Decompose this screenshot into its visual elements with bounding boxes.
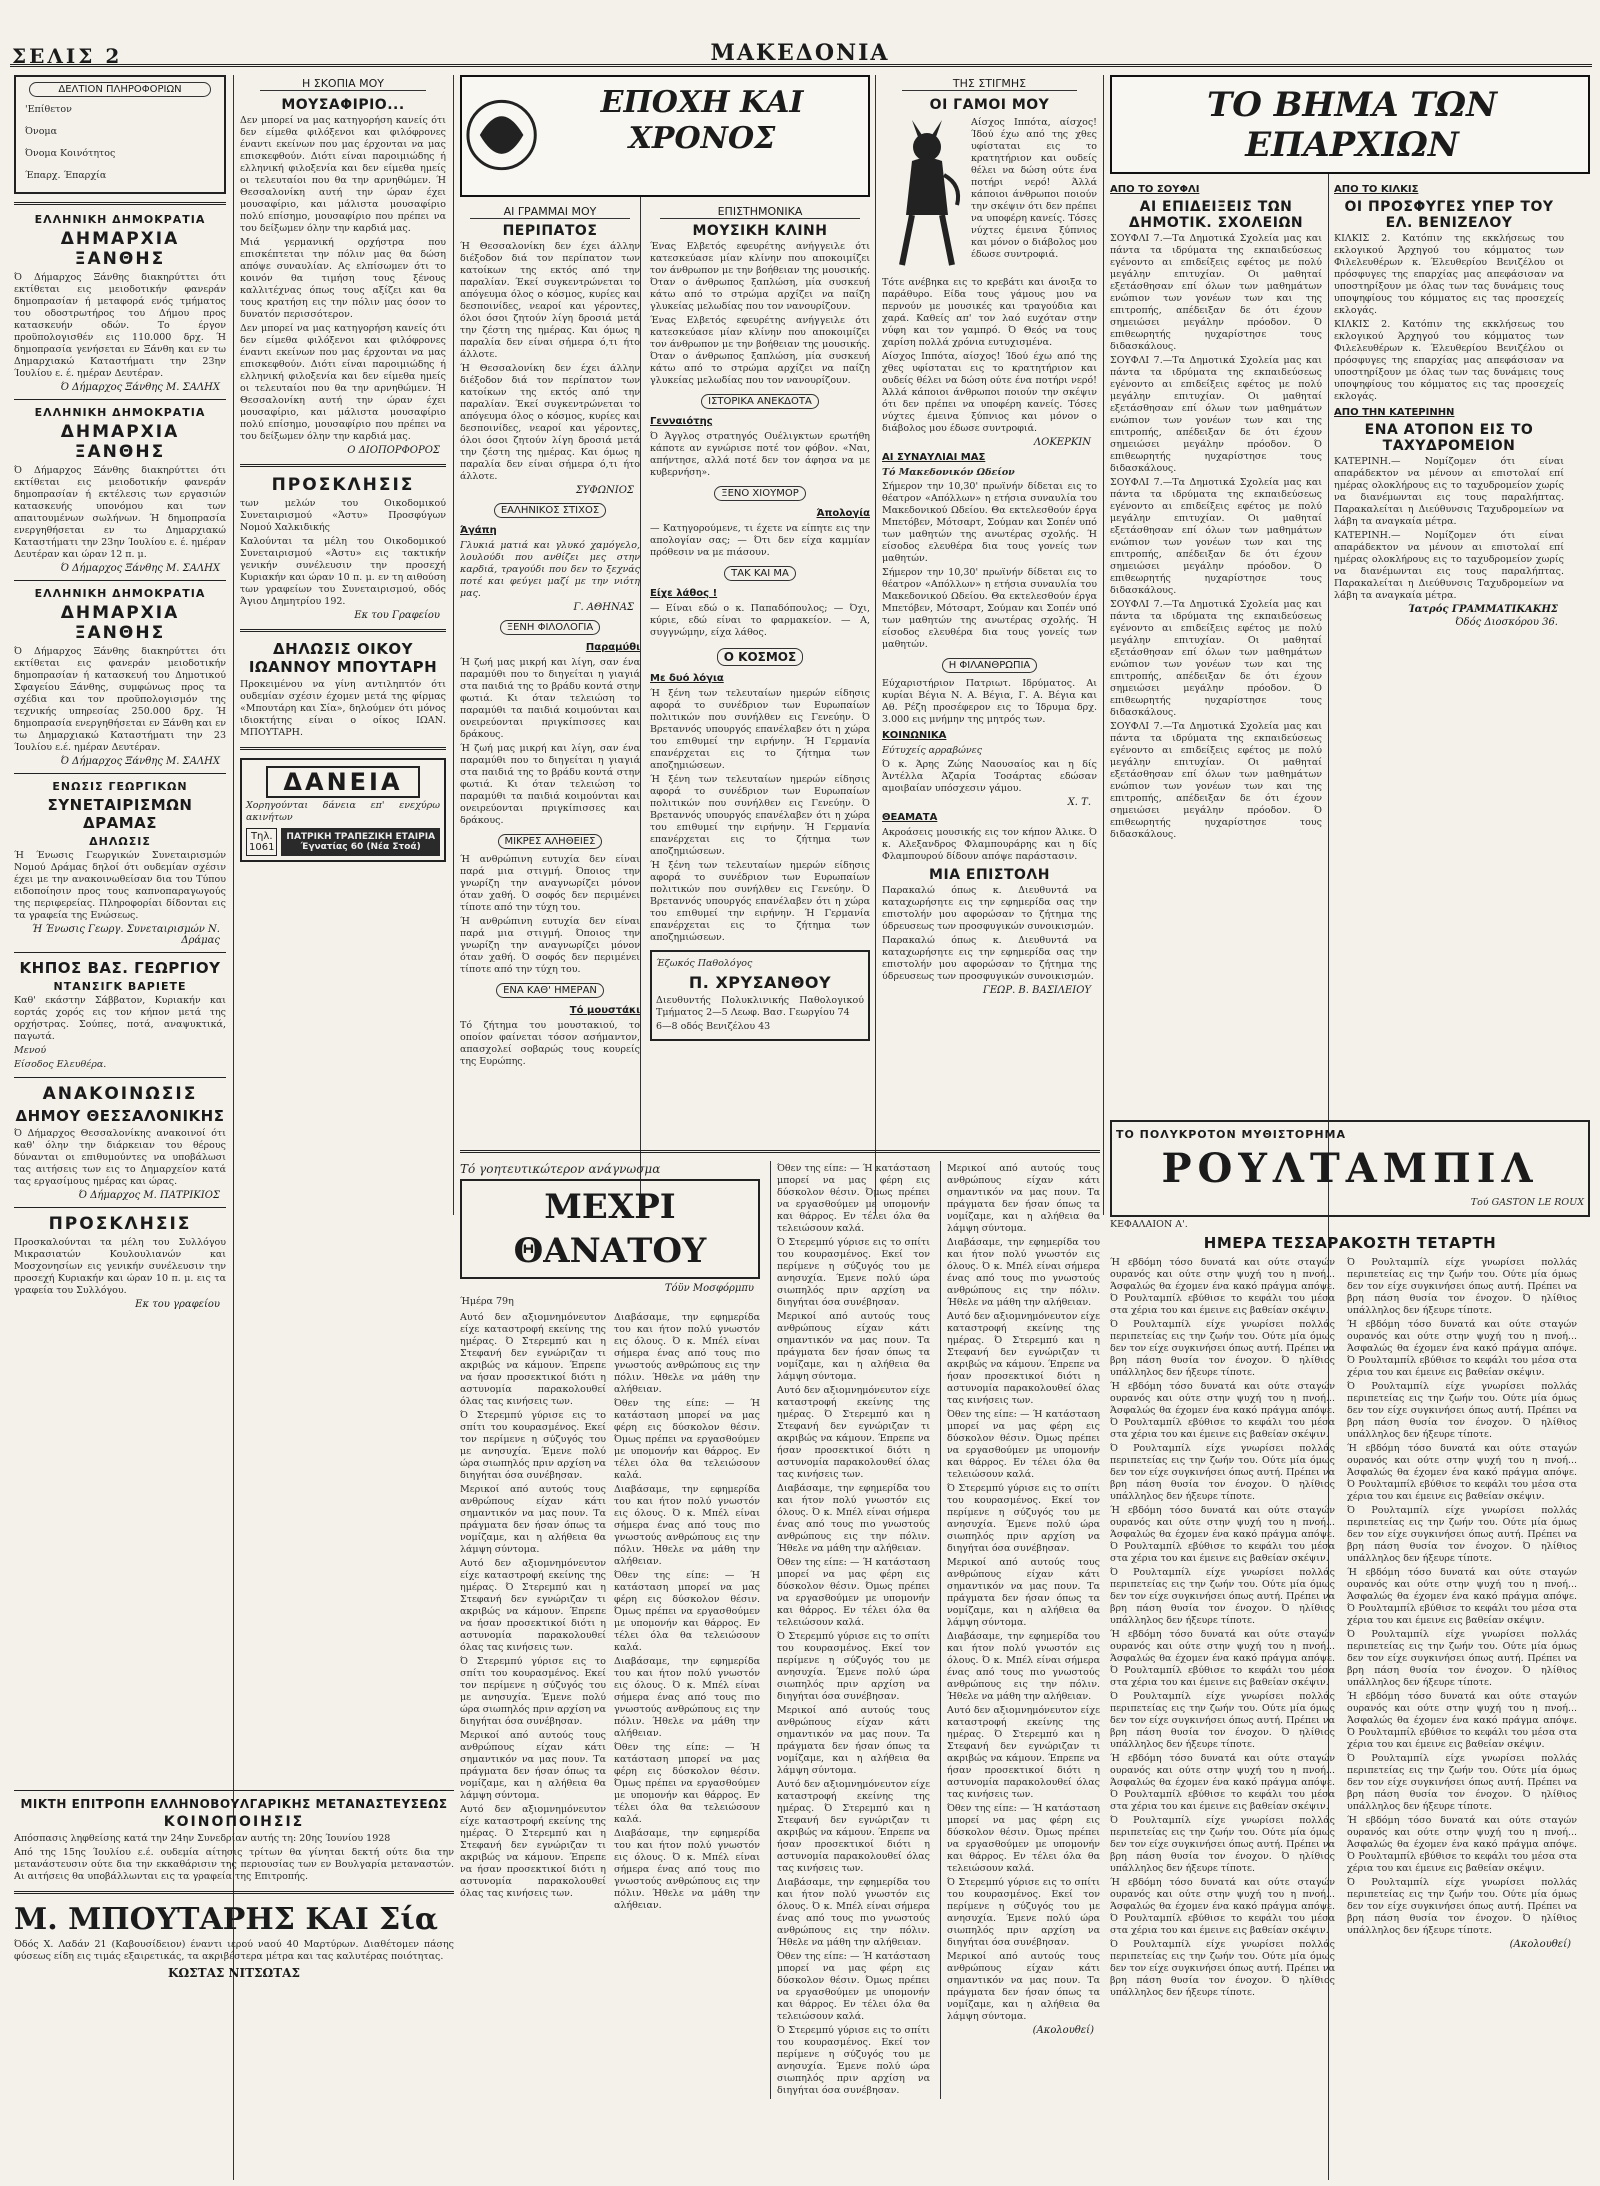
serial-body: Ό Ρουλταμπίλ είχε γνωρίσει πολλάς περιπετείας εις την ζωήν του. Ούτε μία όμως δεν τον είχε συγκινήσει όπως αυτή. Πρέπει να βρη πάση θυσία τον ένοχον. Ό ηλίθιος υπάλληλος δεν ήξευρε τίποτε. <box>1347 1877 1577 1936</box>
katerini-signature: Ίατρός ΓΡΑΜΜΑΤΙΚΑΚΗΣ <box>1408 604 1558 615</box>
column-rule <box>875 75 876 1215</box>
article-title: ΜΟΥΣΑΦΙΡΙΟ... <box>281 97 405 113</box>
masthead-rule <box>10 64 1592 67</box>
invite-body: Προσκαλούνται τα μέλη του Συλλόγου Μικρασιατών Κουλουλιανών και Μοσχονησίων εις γενικήν συνέλευσιν την προσεχή Κυριακήν και ώραν 10 π. μ. εις τα γραφεία του Συλλόγου. <box>14 1237 226 1296</box>
serial-body: Ό Ρουλταμπίλ είχε γνωρίσει πολλάς περιπετείας εις την ζωήν του. Ούτε μία όμως δεν τον είχε συγκινήσει όπως αυτή. Πρέπει να βρη πάση θυσία τον ένοχον. Ό ηλίθιος υπάλληλος δεν ήξευρε τίποτε. <box>1110 1691 1335 1750</box>
divider <box>240 747 446 750</box>
banner-title: ΤΟ ΒΗΜΑ ΤΩΝ ΕΠΑΡΧΙΩΝ <box>1206 85 1498 165</box>
katerini-body: ΚΑΤΕΡΙΝΗ.— Νομίζομεν ότι είναι απαράδεκτον να μένουν αι επιστολαί επί ημέρας ολοκλήρους εις το ταχυδρομείον χωρίς να διανέμωνται εις τους παραλήπτας. Παρακαλείται η Διεύθυνσις Ταχυδρομείων να λάβη τα αναγκαία μέτρα. <box>1334 530 1564 601</box>
serial-body: Ό Ρουλταμπίλ είχε γνωρίσει πολλάς περιπετείας εις την ζωήν του. Ούτε μία όμως δεν τον είχε συγκινήσει όπως αυτή. Πρέπει να βρη πάση θυσία τον ένοχον. Ό ηλίθιος υπάλληλος δεν ήξευρε τίποτε. <box>1110 1443 1335 1502</box>
concert-body: Σήμερον την 10,30' πρωϊνήν δίδεται εις το θέατρον «Απόλλων» η ετήσια συναυλία του Μακεδονικού Ωδείου. Θα εκτελεσθούν έργα Μπετόβεν, Μότσαρτ, Σούμαν και Σοπέν υπό των μαθητών της ανωτέρας σχολής. Ή είσοδος ελευθέρα δια τους γονείς των μαθητών. <box>882 567 1097 650</box>
serial-body: Ή εβδόμη τόσο δυνατά και ούτε σταγών ουρανός και ούτε στην ψυχή του η πνοή... Άσφαλώς θα έχομεν ένα κακό πράγμα απόψε. Ό Ρουλταμπίλ εβύθισε το κεφάλι του μέσα στα χέρια του και έμεινε εις βαθείαν σκέψιν. <box>1347 1815 1577 1874</box>
announce-body: Ό Δήμαρχος Θεσσαλονίκης ανακοινοί ότι καθ' όλην την διάρκειαν του θέρους δύνανται οι επιθυμούντες να υποβάλωσι τας αιτήσεις των εις το Δημαρχείον κατά τας εργασίμους ημέρας και ώρας. <box>14 1128 226 1187</box>
notice-title: ΔΗΜΑΡΧΙΑ ΞΑΝΘΗΣ <box>60 229 180 269</box>
serial-body: Ό Ρουλταμπίλ είχε γνωρίσει πολλάς περιπετείας εις την ζωήν του. Ούτε μία όμως δεν τον είχε συγκινήσει όπως αυτή. Πρέπει να βρη πάση θυσία τον ένοχον. Ό ηλίθιος υπάλληλος δεν ήξευρε τίποτε. <box>1347 1257 1577 1316</box>
serial-title: ΡΟΥΛΤΑΜΠΙΛ <box>1161 1145 1539 1192</box>
concert-body: Σήμερον την 10,30' πρωϊνήν δίδεται εις το θέατρον «Απόλλων» η ετήσια συναυλία του Μακεδονικού Ωδείου. Θα εκτελεσθούν έργα Μπετόβεν, Μότσαρτ, Σούμαν και Σοπέν υπό των μαθητών της ανωτέρας σχολής. Ή είσοδος ελευθέρα δια τους γονείς των μαθητών. <box>882 481 1097 564</box>
serial-kicker: Τό γοητευτικώτερον ανάγνωσμα <box>460 1162 661 1176</box>
invite-title: ΠΡΟΣΚΛΗΣΙΣ <box>271 475 415 495</box>
bank-name: ΠΑΤΡΙΚΗ ΤΡΑΠΕΖΙΚΗ ΕΤΑΙΡΙΑ <box>286 832 436 842</box>
serial-body: Διαβάσαμε, την εφημερίδα του και ήτον πολύ γνωστόν εις όλους. Ό κ. Μπέλ είναι σήμερα ένας από τους πιο γνωστούς ανθρώπους εις την πόλιν. Ήθελε να μάθη την αλήθειαν. <box>947 1631 1100 1702</box>
left-body: ΣΟΥΦΛΙ 7.—Τα Δημοτικά Σχολεία μας και πάντα τα ιδρύματα της εκπαιδεύσεως εγένοντο αι επιδείξεις εφέτος με πολύ μεγάλην επιτυχίαν. Οι μαθηταί εξετάσθησαν επί όλων των μαθημάτων ενώπιον των γονέων των και της επιτροπής, απέδειξαν δε ότι έχουν σημειώσει μεγάλην πρόοδον. Ό επιθεωρητής ηυχαρίστησε τους διδασκάλους. <box>1110 721 1322 840</box>
ticket-field: Όνομα Κοινότητος <box>25 148 116 159</box>
serial-body: Ό Ρουλταμπίλ είχε γνωρίσει πολλάς περιπετείας εις την ζωήν του. Ούτε μία όμως δεν τον είχε συγκινήσει όπως αυτή. Πρέπει να βρη πάση θυσία τον ένοχον. Ό ηλίθιος υπάλληλος δεν ήξευρε τίποτε. <box>1347 1753 1577 1812</box>
phil-header: Η ΦΙΛΑΝΘΡΩΠΙΑ <box>942 658 1038 673</box>
serial-body: Ό Ρουλταμπίλ είχε γνωρίσει πολλάς περιπετείας εις την ζωήν του. Ούτε μία όμως δεν τον είχε συγκινήσει όπως αυτή. Πρέπει να βρη πάση θυσία τον ένοχον. Ό ηλίθιος υπάλληλος δεν ήξευρε τίποτε. <box>1110 1815 1335 1874</box>
article-body: Δεν μπορεί να μας κατηγορήση κανείς ότι δεν είμεθα φιλόξενοι και φιλόφρονες έναντι εκείνων που μας έρχονται να μας επισκεφθούν. Διότι είναι παροιμιώδης ή ελληνική φιλοξενία και δεν είμεθα ημείς οι τελευταίοι που θα την αρνηθώμεν. Ή Θεσσαλονίκη αυτή την ώραν έχει μουσαφίριο, και μάλιστα μουσαφίριο πολύ επίσημο, μουσαφίριο που πρέπει να του δείξωμεν όλην την καρδιά μας. <box>240 323 446 442</box>
column-epohi <box>460 75 870 1195</box>
serial-body: Ή εβδόμη τόσο δυνατά και ούτε σταγών ουρανός και ούτε στην ψυχή του η πνοή... Άσφαλώς θα έχομεν ένα κακό πράγμα απόψε. Ό Ρουλταμπίλ εβύθισε το κεφάλι του μέσα στα χέρια του και έμεινε εις βαθείαν σκέψιν. <box>1110 1753 1335 1812</box>
serial-author: Τόϋν Μοσφόρμπυ <box>664 1283 754 1294</box>
serial-chapter: ΚΕΦΑΛΑΙΟΝ Α'. <box>1110 1219 1188 1230</box>
column-rule <box>453 75 454 1215</box>
world-body: Ή ξένη των τελευταίων ημερών είδησις αφορά το συνέδριον των Ευρωπαίων πολιτικών που συνήλθεν εις Γενεύην. Ό Βρεταννός υπουργός επανέλαβεν ότι η χώρα του επιθυμεί την ειρήνην. Ή Γερμανία επανέρχεται εις το ζήτημα των αποζημιώσεων. <box>650 860 870 943</box>
notice-xanthi-1 <box>14 213 226 393</box>
serial-body: Ή εβδόμη τόσο δυνατά και ούτε σταγών ουρανός και ούτε στην ψυχή του η πνοή... Άσφαλώς θα έχομεν ένα κακό πράγμα απόψε. Ό Ρουλταμπίλ εβύθισε το κεφάλι του μέσα στα χέρια του και έμεινε εις βαθείαν σκέψιν. <box>1347 1567 1577 1626</box>
world-title: Με δυό λόγια <box>650 673 724 684</box>
announce-sub: ΔΗΜΟΥ ΘΕΣΣΑΛΟΝΙΚΗΣ <box>15 1107 225 1125</box>
serial-body: Ή εβδόμη τόσο δυνατά και ούτε σταγών ουρανός και ούτε στην ψυχή του η πνοή... Άσφαλώς θα έχομεν ένα κακό πράγμα απόψε. Ό Ρουλταμπίλ εβύθισε το κεφάλι του μέσα στα χέρια του και έμεινε εις βαθείαν σκέψιν. <box>1110 1381 1335 1440</box>
serial-body: Μερικοί από αυτούς τους ανθρώπους είχαν κάτι σημαντικόν να μας πουν. Τα πράγματα δεν ήσαν όπως τα νομίζαμε, και η αλήθεια θα λάμψη σύντομα. <box>777 1705 930 1776</box>
divider <box>14 1207 226 1208</box>
serial-header: ΤΟ ΠΟΛΥΚΡΟΤΟΝ ΜΥΘΙΣΤΟΡΗΜΑ <box>1116 1128 1346 1141</box>
notice-title: ΔΗΜΑΡΧΙΑ ΞΑΝΘΗΣ <box>60 422 180 462</box>
serial-body: Ό Ρουλταμπίλ είχε γνωρίσει πολλάς περιπετείας εις την ζωήν του. Ούτε μία όμως δεν τον είχε συγκινήσει όπως αυτή. Πρέπει να βρη πάση θυσία τον ένοχον. Ό ηλίθιος υπάλληλος δεν ήξευρε τίποτε. <box>1347 1629 1577 1688</box>
katerini-body: ΚΑΤΕΡΙΝΗ.— Νομίζομεν ότι είναι απαράδεκτον να μένουν αι επιστολαί επί ημέρας ολοκλήρους εις το ταχυδρομείον χωρίς να διανέμωνται εις τους παραλήπτας. Παρακαλείται η Διεύθυνσις Ταχυδρομείων να λάβη τα αναγκαία μέτρα. <box>1334 456 1564 527</box>
poem-body: Γλυκιά ματιά και γλυκό χαμόγελο, λουλούδι που ανθίζει μες στην καρδιά, τραγούδι που δεν το ξεχνάς ποτέ και φεύγει μαζί με την νιότη μας. <box>460 540 640 599</box>
left-body: Ή Θεσσαλονίκη δεν έχει άλλην διέξοδον διά τον περίπατον των κατοίκων της εκτός από την παραλίαν. Έκεί συγκεντρώνεται το απόγευμα όλος ο κόσμος, κυρίες και δεσποινίδες, νεαροί και γέροντες, όλοι όσοι ζητούν λίγη δροσιά μετά την ζέστη της ημέρας. Και όμως η παραλία δεν είναι σήμερα ό,τι ήτο άλλοτε. <box>460 241 640 360</box>
error-body: — Είναι εδώ ο κ. Παπαδόπουλος; — Όχι, κύριε, εδώ είναι το φαρμακείον. — Α, συγγνώμην, είχα λάθος. <box>650 603 870 638</box>
serial-body: Όθεν της είπε: — Ή κατάσταση μπορεί να μας φέρη εις δύσκολον θέσιν. Όμως πρέπει να εργασθούμεν με υπομονήν και θάρρος. Εν τέλει όλα θα τελειώσουν καλά. <box>614 1742 760 1825</box>
serial-left <box>1110 1255 1335 2001</box>
merchant-sign: ΚΩΣΤΑΣ ΝΙΤΣΩΤΑΣ <box>168 1966 300 1980</box>
divider <box>14 773 226 774</box>
notice-title: ΔΗΜΑΡΧΙΑ ΞΑΝΘΗΣ <box>60 603 180 643</box>
serial-continued: (Ακολουθεί) <box>1032 2025 1094 2036</box>
divider <box>14 1077 226 1078</box>
phil-body: Ή ζωή μας μικρή και λίγη, σαν ένα παραμύθι που το διηγείται η γιαγιά στα παιδιά της το βράδυ κοντά στην φωτιά. Κι όταν τελειώση το παραμύθι τα παιδιά κοιμούνται και ονειρεύονται πριγκίπισσες και δράκους. <box>460 743 640 826</box>
notice-signature: Ό Δήμαρχος Ξάνθης Μ. ΣΑΛΗΧ <box>60 756 220 767</box>
day-title: Τό μουστάκι <box>569 1005 640 1016</box>
coop-notice <box>14 780 226 946</box>
serial-body: Μερικοί από αυτούς τους ανθρώπους είχαν κάτι σημαντικόν να μας πουν. Τα πράγματα δεν ήσαν όπως τα νομίζαμε, και η αλήθεια θα λάμψη σύντομα. <box>777 1311 930 1382</box>
serial-text-right <box>614 1310 760 1914</box>
serial-rouletabille <box>1110 1120 1590 2180</box>
epohi-right <box>650 203 870 1070</box>
phil-body: Ή ζωή μας μικρή και λίγη, σαν ένα παραμύθι που το διηγείται η γιαγιά στα παιδιά της το βράδυ κοντά στην φωτιά. Κι όταν τελειώση το παραμύθι τα παιδιά κοιμούνται και ονειρεύονται πριγκίπισσες και δράκους. <box>460 657 640 740</box>
newspaper-title: ΜΑΚΕΔΟΝΙΑ <box>710 40 890 66</box>
column-stigmis <box>882 75 1097 1195</box>
committee-title: ΜΙΚΤΗ ΕΠΙΤΡΟΠΗ ΕΛΛΗΝΟΒΟΥΛΓΑΡΙΚΗΣ ΜΕΤΑΝΑΣΤΕΥΣΕΩΣ <box>20 1797 448 1811</box>
serial-body: Μερικοί από αυτούς τους ανθρώπους είχαν κάτι σημαντικόν να μας πουν. Τα πράγματα δεν ήσαν όπως τα νομίζαμε, και η αλήθεια θα λάμψη σύντομα. <box>947 1557 1100 1628</box>
concert-title: Τό Μακεδονικόν Ωδείον <box>882 467 1015 478</box>
error-title: Είχε λάθος ! <box>650 588 718 599</box>
serial-body: Αυτό δεν αξιομνημόνευτον είχε καταστροφή εκείνης της ημέρας. Ό Στερεμπύ και η Στεφανή δεν εγνώριζαν τι ακριβώς να κάμουν. Έπρεπε να ήσαν προσεκτικοί διότι η αστυνομία παρακολουθεί όλας τας κινήσεις των. <box>777 1779 930 1874</box>
serial-until-death <box>460 1150 1100 2180</box>
committee-body: Από της 15ης Ίουλίου ε.έ. ουδεμία αίτησις τρίτων θα γίνηται δεκτή ούτε δια την μετανάστευσιν ούτε δια την εκκαθάρισιν της περιουσίας των εν Βουλγαρία μεταναστών. Αι αιτήσεις θα υποβάλλωνται εις τα γραφεία της Επιτροπής. <box>14 1847 454 1882</box>
social-body: Ό κ. Άρης Ζώης Ναουσαίος και η δίς Άντέλλα Άζαρία Τοσάρτας εδώσαν αμοιβαίαν υπόσχεσιν γάμου. <box>882 759 1097 794</box>
serial-body: Ή εβδόμη τόσο δυνατά και ούτε σταγών ουρανός και ούτε στην ψυχή του η πνοή... Άσφαλώς θα έχομεν ένα κακό πράγμα απόψε. Ό Ρουλταμπίλ εβύθισε το κεφάλι του μέσα στα χέρια του και έμεινε εις βαθείαν σκέψιν. <box>1110 1629 1335 1688</box>
serial-body: Αυτό δεν αξιομνημόνευτον είχε καταστροφή εκείνης της ημέρας. Ό Στερεμπύ και η Στεφανή δεν εγνώριζαν τι ακριβώς να κάμουν. Έπρεπε να ήσαν προσεκτικοί διότι η αστυνομία παρακολουθεί όλας τας κινήσεις των. <box>460 1312 606 1407</box>
notice-kicker: ΕΛΛΗΝΙΚΗ ΔΗΜΟΚΡΑΤΙΑ <box>34 587 206 600</box>
invite-signature: Εκ του γραφείου <box>135 1299 220 1310</box>
garden-ad <box>14 959 226 1071</box>
serial-body: Ό Στερεμπύ γύρισε εις το σπίτι του κουρασμένος. Εκεί τον περίμενε η σύζυγός του με ανησυχία. Έμενε πολύ ώρα σιωπηλός πριν αρχίση να διηγήται όσα συνέβησαν. <box>777 1237 930 1308</box>
garden-menu: Μενού <box>14 1045 47 1056</box>
left-header: ΑΙ ΓΡΑΜΜΑΙ ΜΟΥ <box>470 205 630 219</box>
serial-body: Ό Ρουλταμπίλ είχε γνωρίσει πολλάς περιπετείας εις την ζωήν του. Ούτε μία όμως δεν τον είχε συγκινήσει όπως αυτή. Πρέπει να βρη πάση θυσία τον ένοχον. Ό ηλίθιος υπάλληλος δεν ήξευρε τίποτε. <box>1347 1381 1577 1440</box>
serial-body: Ή εβδόμη τόσο δυνατά και ούτε σταγών ουρανός και ούτε στην ψυχή του η πνοή... Άσφαλώς θα έχομεν ένα κακό πράγμα απόψε. Ό Ρουλταμπίλ εβύθισε το κεφάλι του μέσα στα χέρια του και έμεινε εις βαθείαν σκέψιν. <box>1347 1443 1577 1502</box>
article-with-illustration <box>882 115 1097 275</box>
katerini-header: ΑΠΟ ΤΗΝ ΚΑΤΕΡΙΝΗΝ <box>1334 407 1455 418</box>
serial-body: Ό Στερεμπύ γύρισε εις το σπίτι του κουρασμένος. Εκεί τον περίμενε η σύζυγός του με ανησυχία. Έμενε πολύ ώρα σιωπηλός πριν αρχίση να διηγήται όσα συνέβησαν. <box>460 1656 606 1727</box>
left-body: Ή Θεσσαλονίκη δεν έχει άλλην διέξοδον διά τον περίπατον των κατοίκων της εκτός από την παραλίαν. Έκεί συγκεντρώνεται το απόγευμα όλος ο κόσμος, κυρίες και δεσποινίδες, νεαροί και γέροντες, όλοι όσοι ζητούν λίγη δροσιά μετά την ζέστη της ημέρας. Και όμως η παραλία δεν είναι σήμερα ό,τι ήτο άλλοτε. <box>460 363 640 482</box>
serial-col-4 <box>940 1161 1100 2099</box>
serial-body: Ή εβδόμη τόσο δυνατά και ούτε σταγών ουρανός και ούτε στην ψυχή του η πνοή... Άσφαλώς θα έχομεν ένα κακό πράγμα απόψε. Ό Ρουλταμπίλ εβύθισε το κεφάλι του μέσα στα χέρια του και έμεινε εις βαθείαν σκέψιν. <box>1110 1505 1335 1564</box>
article-body: Αίσχος Ιππότα, αίσχος! Ίδού έχω από της χθες υφίσταται εις το κρατητήριον και ουδείς θέλει να δώση ούτε ένα ποτήρι νερό! Άλλά κάποιοι άνθρωποι ποιούν την σκέψιν ότι δεν πρέπει να υποφέρη κανείς. Τόσες νύχτες έμεινα ξύπνιος και μόνον ο διάβολος μου έδωσε συντροφιά. <box>882 351 1097 434</box>
epohi-columns <box>460 203 870 1070</box>
serial-body: Ό Ρουλταμπίλ είχε γνωρίσει πολλάς περιπετείας εις την ζωήν του. Ούτε μία όμως δεν τον είχε συγκινήσει όπως αυτή. Πρέπει να βρη πάση θυσία τον ένοχον. Ό ηλίθιος υπάλληλος δεν ήξευρε τίποτε. <box>1110 1939 1335 1998</box>
day-header: ΕΝΑ ΚΑΘ' ΗΜΕΡΑΝ <box>496 983 604 998</box>
right-title: ΜΟΥΣΙΚΗ ΚΛΙΝΗ <box>692 223 828 239</box>
serial-body: Ό Ρουλταμπίλ είχε γνωρίσει πολλάς περιπετείας εις την ζωήν του. Ούτε μία όμως δεν τον είχε συγκινήσει όπως αυτή. Πρέπει να βρη πάση θυσία τον ένοχον. Ό ηλίθιος υπάλληλος δεν ήξευρε τίποτε. <box>1110 1319 1335 1378</box>
anecdote-title: Γενναιότης <box>650 416 713 427</box>
doctor-sub: Έζωκός Παθολόγος <box>656 958 753 969</box>
serial-body: Ό Ρουλταμπίλ είχε γνωρίσει πολλάς περιπετείας εις την ζωήν του. Ούτε μία όμως δεν τον είχε συγκινήσει όπως αυτή. Πρέπει να βρη πάση θυσία τον ένοχον. Ό ηλίθιος υπάλληλος δεν ήξευρε τίποτε. <box>1347 1505 1577 1564</box>
right-header: ΑΠΟ ΤΟ ΚΙΛΚΙΣ <box>1334 184 1419 195</box>
provinces-banner <box>1110 75 1590 174</box>
statement-title: ΔΗΛΩΣΙΣ ΟΙΚΟΥ ΙΩΑΝΝΟΥ ΜΠΟΥΤΑΡΗ <box>248 640 438 676</box>
serial-body: Αυτό δεν αξιομνημόνευτον είχε καταστροφή εκείνης της ημέρας. Ό Στερεμπύ και η Στεφανή δεν εγνώριζαν τι ακριβώς να κάμουν. Έπρεπε να ήσαν προσεκτικοί διότι η αστυνομία παρακολουθεί όλας τας κινήσεις των. <box>947 1705 1100 1800</box>
provinces-right <box>1334 180 1564 843</box>
serial-body: Ή εβδόμη τόσο δυνατά και ούτε σταγών ουρανός και ούτε στην ψυχή του η πνοή... Άσφαλώς θα έχομεν ένα κακό πράγμα απόψε. Ό Ρουλταμπίλ εβύθισε το κεφάλι του μέσα στα χέρια του και έμεινε εις βαθείαν σκέψιν. <box>1347 1319 1577 1378</box>
column-header: Η ΣΚΟΠΙΑ ΜΟΥ <box>260 77 426 91</box>
serial-text-left <box>460 1310 606 1914</box>
serial-body: Μερικοί από αυτούς τους ανθρώπους είχαν κάτι σημαντικόν να μας πουν. Τα πράγματα δεν ήσαν όπως τα νομίζαμε, και η αλήθεια θα λάμψη σύντομα. <box>947 1951 1100 2022</box>
notice-kicker: ΕΛΛΗΝΙΚΗ ΔΗΜΟΚΡΑΤΙΑ <box>34 213 206 226</box>
invite-signature: Εκ του Γραφείου <box>354 610 440 621</box>
letter-title: ΜΙΑ ΕΠΙΣΤΟΛΗ <box>929 867 1050 883</box>
serial-body: Μερικοί από αυτούς τους ανθρώπους είχαν κάτι σημαντικόν να μας πουν. Τα πράγματα δεν ήσαν όπως τα νομίζαμε, και η αλήθεια θα λάμψη σύντομα. <box>460 1484 606 1555</box>
right-body: ΚΙΛΚΙΣ 2. Κατόπιν της εκκλήσεως του εκλογικού Άρχηγού του κόμματος των Φιλελευθέρων κ. Έλευθερίου Βενιζέλου οι πρόσφυγες της επαρχίας μας απεφάσισαν να υποστηρίξουν με όλας των τας δυνάμεις τους υποψηφίους του κόμματος εις τας προσεχείς εκλογάς. <box>1334 319 1564 402</box>
serial-body: Αυτό δεν αξιομνημόνευτον είχε καταστροφή εκείνης της ημέρας. Ό Στερεμπύ και η Στεφανή δεν εγνώριζαν τι ακριβώς να κάμουν. Έπρεπε να ήσαν προσεκτικοί διότι η αστυνομία παρακολουθεί όλας τας κινήσεις των. <box>460 1558 606 1653</box>
notice-xanthi-2 <box>14 406 226 574</box>
serial-body: Μερικοί από αυτούς τους ανθρώπους είχαν κάτι σημαντικόν να μας πουν. Τα πράγματα δεν ήσαν όπως τα νομίζαμε, και η αλήθεια θα λάμψη σύντομα. <box>947 1163 1100 1234</box>
serial-body: Ό Στερεμπύ γύρισε εις το σπίτι του κουρασμένος. Εκεί τον περίμενε η σύζυγός του με ανησυχία. Έμενε πολύ ώρα σιωπηλός πριν αρχίση να διηγήται όσα συνέβησαν. <box>777 1631 930 1702</box>
serial-body: Διαβάσαμε, την εφημερίδα του και ήτον πολύ γνωστόν εις όλους. Ό κ. Μπέλ είναι σήμερα ένας από τους πιο γνωστούς ανθρώπους εις την πόλιν. Ήθελε να μάθη την αλήθειαν. <box>614 1484 760 1567</box>
coop-kicker: ΕΝΩΣΙΣ ΓΕΩΡΓΙΚΩΝ <box>52 780 188 793</box>
serial-right <box>1347 1255 1577 2001</box>
notice-signature: Ό Δήμαρχος Ξάνθης Μ. ΣΑΛΗΧ <box>60 563 220 574</box>
katerini-title: ΕΝΑ ΑΤΟΠΟΝ ΕΙΣ ΤΟ ΤΑΧΥΔΡΟΜΕΙΟΝ <box>1364 422 1534 454</box>
poem-signature: Γ. ΑΘΗΝΑΣ <box>573 602 634 613</box>
left-body: ΣΟΥΦΛΙ 7.—Τα Δημοτικά Σχολεία μας και πάντα τα ιδρύματα της εκπαιδεύσεως εγένοντο αι επιδείξεις εφέτος με πολύ μεγάλην επιτυχίαν. Οι μαθηταί εξετάσθησαν επί όλων των μαθημάτων ενώπιον των γονέων των και της επιτροπής, απέδειξαν δε ότι έχουν σημειώσει μεγάλην πρόοδον. Ό επιθεωρητής ηυχαρίστησε τους διδασκάλους. <box>1110 233 1322 352</box>
katerini-address: Όδός Διοσκόρου 36. <box>1455 617 1558 628</box>
world-body: Ή ξένη των τελευταίων ημερών είδησις αφορά το συνέδριον των Ευρωπαίων πολιτικών που συνήλθεν εις Γενεύην. Ό Βρεταννός υπουργός επανέλαβεν ότι η χώρα του επιθυμεί την ειρήνην. Ή Γερμανία επανέρχεται εις το ζήτημα των αποζημιώσεων. <box>650 688 870 771</box>
announce-title: ΑΝΑΚΟΙΝΩΣΙΣ <box>42 1084 198 1104</box>
coop-sub: ΔΗΛΩΣΙΣ <box>89 835 151 848</box>
invite-sub: των μελών του Οικοδομικού Συνεταιρισμού «Άστυ» Προσφύγων Νομού Χαλκιδικής <box>240 498 446 533</box>
serial-title: ΜΕΧΡΙ ΘΑΝΑΤΟΥ <box>513 1187 707 1271</box>
notice-kicker: ΕΛΛΗΝΙΚΗ ΔΗΜΟΚΡΑΤΙΑ <box>34 406 206 419</box>
social-header: ΚΟΙΝΩΝΙΚΑ <box>882 730 947 741</box>
ticket-field: Όνομα <box>25 126 58 137</box>
loans-tel <box>246 828 277 856</box>
merchant-title: Μ. ΜΠΟΥΤΑΡΗΣ ΚΑΙ Σία <box>14 1902 438 1937</box>
invite-title: ΠΡΟΣΚΛΗΣΙΣ <box>48 1214 192 1234</box>
serial-body: Ή εβδόμη τόσο δυνατά και ούτε σταγών ουρανός και ούτε στην ψυχή του η πνοή... Άσφαλώς θα έχομεν ένα κακό πράγμα απόψε. Ό Ρουλταμπίλ εβύθισε το κεφάλι του μέσα στα χέρια του και έμεινε εις βαθείαν σκέψιν. <box>1347 1691 1577 1750</box>
serial-body: Ό Στερεμπύ γύρισε εις το σπίτι του κουρασμένος. Εκεί τον περίμενε η σύζυγός του με ανησυχία. Έμενε πολύ ώρα σιωπηλός πριν αρχίση να διηγήται όσα συνέβησαν. <box>460 1410 606 1481</box>
serial-body: Αυτό δεν αξιομνημόνευτον είχε καταστροφή εκείνης της ημέρας. Ό Στερεμπύ και η Στεφανή δεν εγνώριζαν τι ακριβώς να κάμουν. Έπρεπε να ήσαν προσεκτικοί διότι η αστυνομία παρακολουθεί όλας τας κινήσεις των. <box>777 1385 930 1480</box>
garden-footer: Είσοδος Ελευθέρα. <box>14 1059 107 1070</box>
article-body: Τότε ανέβηκα εις το κρεβάτι και άνοιξα το παράθυρο. Είδα τους γάμους μου να περνούν με μουσικές και τραγούδια και χαρά. Καθείς απ' τον λαό ευχόταν στην νύφη και τον γαμπρό. Ό Θεός να τους χαρίση πολλά χρόνια ευτυχισμένα. <box>882 277 1097 348</box>
right-body: Ένας Ελβετός εφευρέτης ανήγγειλε ότι κατεσκεύασε μίαν κλίνην που αποκοιμίζει τον άνθρωπον με την βοήθειαν της μουσικής. Όταν ο άνθρωπος ξαπλώση, μία συσκευή κάτω από το στρώμα αρχίζει να παίζη γλυκείας μελωδίας που τον νανουρίζουν. <box>650 315 870 386</box>
devil-illustration-icon <box>882 115 967 275</box>
loans-bank <box>281 828 440 856</box>
left-body: ΣΟΥΦΛΙ 7.—Τα Δημοτικά Σχολεία μας και πάντα τα ιδρύματα της εκπαιδεύσεως εγένοντο αι επιδείξεις εφέτος με πολύ μεγάλην επιτυχίαν. Οι μαθηταί εξετάσθησαν επί όλων των μαθημάτων ενώπιον των γονέων των και της επιτροπής, απέδειξαν δε ότι έχουν σημειώσει μεγάλην πρόοδον. Ό επιθεωρητής ηυχαρίστησε τους διδασκάλους. <box>1110 599 1322 718</box>
shows-header: ΘΕΑΜΑΤΑ <box>882 812 938 823</box>
committee-line: Απόσπασις ληφθείσης κατά την 24ην Συνεδρίαν αυτής τη: 20ης Ίουνίου 1928 <box>14 1833 391 1844</box>
column-provinces <box>1110 75 1590 1195</box>
notice-body: Ό Δήμαρχος Ξάνθης διακηρύττει ότι εκτίθεται εις φανεράν μειοδοτικήν δημοπρασίαν ή κατασκευή του Δημοτικού Σφαγείου Ξάνθης, συμφώνως προς τα σχέδια και τον προϋπολογισμόν της τεχνικής υπηρεσίας 250.000 δρχ. Ή δημοπρασία ενεργηθήσεται εν Ξάνθη και εν τω Δημαρχιακώ Καταστήματι την 23 Ίουλίου ε.έ. ημέραν Δευτέραν. <box>14 646 226 753</box>
info-ticket <box>14 75 226 194</box>
page-number: ΣΕΛΙΣ 2 <box>12 44 123 68</box>
divider <box>14 1790 454 1791</box>
banner-title: ΕΠΟΧΗ ΚΑΙ ΧΡΟΝΟΣ <box>600 85 804 156</box>
serial-col-3 <box>770 1161 930 2099</box>
serial-columns <box>1110 1255 1590 2001</box>
serial-body: Μερικοί από αυτούς τους ανθρώπους είχαν κάτι σημαντικόν να μας πουν. Τα πράγματα δεν ήσαν όπως τα νομίζαμε, και η αλήθεια θα λάμψη σύντομα. <box>460 1730 606 1801</box>
invitation-notice <box>14 1214 226 1310</box>
right-body: ΚΙΛΚΙΣ 2. Κατόπιν της εκκλήσεως του εκλογικού Άρχηγού του κόμματος των Φιλελευθέρων κ. Έλευθερίου Βενιζέλου οι πρόσφυγες της επαρχίας μας απεφάσισαν να υποστηρίξουν με όλας των τας δυνάμεις τους υποψηφίους του κόμματος εις τας προσεχείς εκλογάς. <box>1334 233 1564 316</box>
municipal-announcement <box>14 1084 226 1201</box>
left-title: ΠΕΡΙΠΑΤΟΣ <box>502 223 598 239</box>
poem-header: ΕΑΛΗΝΙΚΟΣ ΣΤΙΧΟΣ <box>494 503 606 518</box>
coop-signature: Ή Ένωσις Γεωργ. Συνεταιρισμών Ν. Δράμας <box>31 924 220 946</box>
article-signature: Ο ΔΙΟΠΟΡΦΟΡΟΣ <box>347 445 440 456</box>
truths-header: ΜΙΚΡΕΣ ΑΛΗΘΕΙΕΣ <box>498 834 603 849</box>
epohi-left <box>460 203 640 1070</box>
serial-body: Ό Στερεμπύ γύρισε εις το σπίτι του κουρασμένος. Εκεί τον περίμενε η σύζυγός του με ανησυχία. Έμενε πολύ ώρα σιωπηλός πριν αρχίση να διηγήται όσα συνέβησαν. <box>777 2025 930 2096</box>
serial-body: Όθεν της είπε: — Ή κατάσταση μπορεί να μας φέρη εις δύσκολον θέσιν. Όμως πρέπει να εργασθούμεν με υπομονήν και θάρρος. Εν τέλει όλα θα τελειώσουν καλά. <box>614 1398 760 1481</box>
serial-body: Όθεν της είπε: — Ή κατάσταση μπορεί να μας φέρη εις δύσκολον θέσιν. Όμως πρέπει να εργασθούμεν με υπομονήν και θάρρος. Εν τέλει όλα θα τελειώσουν καλά. <box>614 1570 760 1653</box>
serial-body: Όθεν της είπε: — Ή κατάσταση μπορεί να μας φέρη εις δύσκολον θέσιν. Όμως πρέπει να εργασθούμεν με υπομονήν και θάρρος. Εν τέλει όλα θα τελειώσουν καλά. <box>947 1803 1100 1874</box>
notice-body: Ό Δήμαρχος Ξάνθης διακηρύττει ότι εκτίθεται εις μειοδοτικήν φανεράν δημοπρασίαν ή εκτέλεσις των εργασιών κατασκευής υπονόμου και των απαιτουμένων σωλήνων. Ή δημοπρασία ενεργηθήσεται εν τω Δημαρχιακώ Καταστήματι την 23ην Ίουλίου ε. έ. ημέραν Δευτέραν και ώραν 12 π. μ. <box>14 465 226 560</box>
serial-body: Διαβάσαμε, την εφημερίδα του και ήτον πολύ γνωστόν εις όλους. Ό κ. Μπέλ είναι σήμερα ένας από τους πιο γνωστούς ανθρώπους εις την πόλιν. Ήθελε να μάθη την αλήθειαν. <box>614 1828 760 1911</box>
divider <box>14 952 226 953</box>
left-body: ΣΟΥΦΛΙ 7.—Τα Δημοτικά Σχολεία μας και πάντα τα ιδρύματα της εκπαιδεύσεως εγένοντο αι επιδείξεις εφέτος με πολύ μεγάλην επιτυχίαν. Οι μαθηταί εξετάσθησαν επί όλων των μαθημάτων ενώπιον των γονέων των και της επιτροπής, απέδειξαν δε ότι έχουν σημειώσει μεγάλην πρόοδον. Ό επιθεωρητής ηυχαρίστησε τους διδασκάλους. <box>1110 355 1322 474</box>
anecdote-header: ΙΣΤΟΡΙΚΑ ΑΝΕΚΔΟΤΑ <box>701 394 819 409</box>
garden-body: Καθ' εκάστην Σάββατον, Κυριακήν και εορτάς χορός εις τον κήπον μετά της ορχήστρας. Σούπες, ποτά, αναψυκτικά, παγωτά. <box>14 995 226 1042</box>
coop-title: ΣΥΝΕΤΑΙΡΙΣΜΩΝ ΔΡΑΜΑΣ <box>47 796 193 832</box>
loans-body: Χορηγούνται δάνεια επ' ενεχύρω ακινήτων <box>246 800 440 823</box>
serial-body: Διαβάσαμε, την εφημερίδα του και ήτον πολύ γνωστόν εις όλους. Ό κ. Μπέλ είναι σήμερα ένας από τους πιο γνωστούς ανθρώπους εις την πόλιν. Ήθελε να μάθη την αλήθειαν. <box>614 1312 760 1395</box>
serial-body: Αυτό δεν αξιομνημόνευτον είχε καταστροφή εκείνης της ημέρας. Ό Στερεμπύ και η Στεφανή δεν εγνώριζαν τι ακριβώς να κάμουν. Έπρεπε να ήσαν προσεκτικοί διότι η αστυνομία παρακολουθεί όλας τας κινήσεις των. <box>947 1311 1100 1406</box>
ticket-field: Έπαρχ. Έπαρχία <box>25 170 107 181</box>
serial-body: Διαβάσαμε, την εφημερίδα του και ήτον πολύ γνωστόν εις όλους. Ό κ. Μπέλ είναι σήμερα ένας από τους πιο γνωστούς ανθρώπους εις την πόλιν. Ήθελε να μάθη την αλήθειαν. <box>614 1656 760 1739</box>
left-title: ΑΙ ΕΠΙΔΕΙΞΕΙΣ ΤΩΝ ΔΗΜΟΤΙΚ. ΣΧΟΛΕΙΩΝ <box>1128 199 1304 231</box>
phil-title: Παραμύθι <box>585 642 640 653</box>
committee-sub: ΚΟΙΝΟΠΟΙΗΣΙΣ <box>163 1814 305 1830</box>
humor-title: Άπολογία <box>816 508 870 519</box>
shows-body: Ακροάσεις μουσικής εις τον κήπον Άλικε. Ό κ. Αλεξανδρος Φλαμπουράρης και η δίς Φλαμπουρού δίδουν απόψε παράστασιν. <box>882 827 1097 862</box>
column-skopia <box>240 75 446 1195</box>
provinces-left <box>1110 180 1322 843</box>
bank-address: Έγνατίας 60 (Νέα Στοά) <box>300 842 421 852</box>
serial-body: Όθεν της είπε: — Ή κατάσταση μπορεί να μας φέρη εις δύσκολον θέσιν. Όμως πρέπει να εργασθούμεν με υπομονήν και θάρρος. Εν τέλει όλα θα τελειώσουν καλά. <box>947 1409 1100 1480</box>
divider <box>14 399 226 400</box>
right-header: ΕΠΙΣΤΗΜΟΝΙΚΑ <box>660 205 860 219</box>
left-signature: ΣΥΦΩΝΙΟΣ <box>575 485 634 496</box>
merchant-body: Όδός Χ. Λαδάν 21 (Καβουσίδειον) έναντι ιερού ναού 40 Μαρτύρων. Διαθέτομεν πάσης φύσεως είδη εις τιμάς εξαιρετικάς, τα ακριβέστερα μέτρα και τας καλυτέρας ποιότητας. <box>14 1939 454 1962</box>
article-body: Μιά γερμανική ορχήστρα που επισκέπτεται την πόλιν μας θα δώση απόψε συναυλίαν. Ας ελπίσωμεν ότι το κοινόν θα τιμήση τους ξένους καλλιτέχνας όπως τους αξίζει και θα τους κρατήση εις την πόλιν μας όσον το δυνατόν περισσότερον. <box>240 237 446 320</box>
phil-body: Εύχαριστήριον Πατριωτ. Ιδρύματος. Αι κυρίαι Βέγια Ν. Α. Βέγια, Γ. Α. Βέγια και Αθ. Ρέζη προσέφερον εις το Ίδρυμα δρχ. 3.000 εις μνήμην της μητρός των. <box>882 678 1097 725</box>
doctor-hours: 6—8 οδός Βενιζέλου 43 <box>656 1021 771 1032</box>
social-signature: Χ. Τ. <box>1067 797 1091 808</box>
divider <box>14 580 226 581</box>
letter-body: Παρακαλώ όπως κ. Διευθυντά να καταχωρήσητε εις την εφημερίδα σας την επιστολήν μου αφορώσαν το ζήτημα της ύδρευσεως των προσφυγικών συνοικισμών. <box>882 885 1097 932</box>
left-body: ΣΟΥΦΛΙ 7.—Τα Δημοτικά Σχολεία μας και πάντα τα ιδρύματα της εκπαιδεύσεως εγένοντο αι επιδείξεις εφέτος με πολύ μεγάλην επιτυχίαν. Οι μαθηταί εξετάσθησαν επί όλων των μαθημάτων ενώπιον των γονέων των και της επιτροπής, απέδειξαν δε ότι έχουν σημειώσει μεγάλην πρόοδον. Ό επιθεωρητής ηυχαρίστησε τους διδασκάλους. <box>1110 477 1322 596</box>
doctor-addr: Διευθυντής Πολυκλινικής Παθολογικού Τμήματος 2—5 Λεωφ. Βασ. Γεωργίου 74 <box>656 995 864 1018</box>
tel-number: 1061 <box>249 842 275 853</box>
world-body: Ή ξένη των τελευταίων ημερών είδησις αφορά το συνέδριον των Ευρωπαίων πολιτικών που συνήλθεν εις Γενεύην. Ό Βρεταννός υπουργός επανέλαβεν ότι η χώρα του επιθυμεί την ειρήνην. Ή Γερμανία επανέρχεται εις το ζήτημα των αποζημιώσεων. <box>650 774 870 857</box>
notice-xanthi-3 <box>14 587 226 767</box>
serial-body: Διαβάσαμε, την εφημερίδα του και ήτον πολύ γνωστόν εις όλους. Ό κ. Μπέλ είναι σήμερα ένας από τους πιο γνωστούς ανθρώπους εις την πόλιν. Ήθελε να μάθη την αλήθειαν. <box>947 1237 1100 1308</box>
humor-body: — Κατηγορούμενε, τι έχετε να είπητε εις την απολογίαν σας; — Ότι δεν είχα καμμίαν πρόθεσιν να με πιάσουν. <box>650 523 870 558</box>
loans-title: ΔΑΝΕΙΑ <box>266 766 420 798</box>
letter-body: Παρακαλώ όπως κ. Διευθυντά να καταχωρήσητε εις την εφημερίδα σας την επιστολήν μου αφορώσαν το ζήτημα της ύδρευσεως των προσφυγικών συνοικισμών. <box>882 935 1097 982</box>
poem-title: Άγάπη <box>460 525 497 536</box>
garden-title: ΚΗΠΟΣ ΒΑΣ. ΓΕΩΡΓΙΟΥ <box>19 959 221 977</box>
serial-body: Αυτό δεν αξιομνημόνευτον είχε καταστροφή εκείνης της ημέρας. Ό Στερεμπύ και η Στεφανή δεν εγνώριζαν τι ακριβώς να κάμουν. Έπρεπε να ήσαν προσεκτικοί διότι η αστυνομία παρακολουθεί όλας τας κινήσεις των. <box>460 1804 606 1899</box>
serial-body: Όθεν της είπε: — Ή κατάσταση μπορεί να μας φέρη εις δύσκολον θέσιν. Όμως πρέπει να εργασθούμεν με υπομονήν και θάρρος. Εν τέλει όλα θα τελειώσουν καλά. <box>777 1163 930 1234</box>
column-rule <box>1103 75 1104 1215</box>
serial-body: Διαβάσαμε, την εφημερίδα του και ήτον πολύ γνωστόν εις όλους. Ό κ. Μπέλ είναι σήμερα ένας από τους πιο γνωστούς ανθρώπους εις την πόλιν. Ήθελε να μάθη την αλήθειαν. <box>777 1877 930 1948</box>
epohi-banner <box>460 75 870 197</box>
serial-body: Διαβάσαμε, την εφημερίδα του και ήτον πολύ γνωστόν εις όλους. Ό κ. Μπέλ είναι σήμερα ένας από τους πιο γνωστούς ανθρώπους εις την πόλιν. Ήθελε να μάθη την αλήθειαν. <box>777 1483 930 1554</box>
truths-body: Ή ανθρώπινη ευτυχία δεν είναι παρά μια στιγμή. Όποιος την γνωρίζη την αναγνωρίζει μόνον όταν χαθή. Ό σοφός δεν περιμένει τίποτε από την τύχη του. <box>460 916 640 975</box>
notice-body: Ό Δήμαρχος Ξάνθης διακηρύττει ότι εκτίθεται εις μειοδοτικήν φανεράν δημοπρασίαν ή μεταφορά ενός τμήματος του οδοστρωτήρος του Δήμου προς κατασκευήν οδών. Το έργον προϋπολογισθέν εις 110.000 δρχ. Ή δημοπρασία γενήσεται εν Ξάνθη και εν τω Δημαρχιακώ Καταστήματι την 23ην Ίουλίου ε. έ. ημέραν Δευτέραν. <box>14 272 226 379</box>
coop-body: Ή Ένωσις Γεωργικών Συνεταιρισμών Νομού Δράμας δηλοί ότι ουδεμίαν σχέσιν έχει με την ανακοινωθείσαν δια του Τύπου ειδοποίησιν προς τους καπνοπαραγωγούς της περιφερείας. Πληροφορίαι δίδονται εις τα γραφεία της Ενώσεως. <box>14 850 226 921</box>
concert-header: ΑΙ ΣΥΝΑΥΛΙΑΙ ΜΑΣ <box>882 452 986 463</box>
serial-body: Ή εβδόμη τόσο δυνατά και ούτε σταγών ουρανός και ούτε στην ψυχή του η πνοή... Άσφαλώς θα έχομεν ένα κακό πράγμα απόψε. Ό Ρουλταμπίλ εβύθισε το κεφάλι του μέσα στα χέρια του και έμεινε εις βαθείαν σκέψιν. <box>1110 1257 1335 1316</box>
article-body: Αίσχος Ιππότα, αίσχος! Ίδού έχω από της χθες υφίσταται εις το κρατητήριον και ουδείς θέλει να δώση ούτε ένα ποτήρι νερό! Άλλά κάποιοι άνθρωποι ποιούν την σκέψιν ότι δεν πρέπει να υποφέρη κανείς. Τόσες νύχτες έμεινα ξύπνιος και μόνον ο διάβολος μου έδωσε συντροφιά. <box>971 117 1097 260</box>
loans-footer <box>246 828 440 856</box>
truths-body: Ή ανθρώπινη ευτυχία δεν είναι παρά μια στιγμή. Όποιος την γνωρίζη την αναγνωρίζει μόνον όταν χαθή. Ό σοφός δεν περιμένει τίποτε από την τύχη του. <box>460 854 640 913</box>
phil-header: ΞΕΝΗ ΦΙΛΟΛΟΓΙΑ <box>500 620 600 635</box>
divider <box>14 202 226 205</box>
serial-day: Ήμέρα 79η <box>460 1296 514 1307</box>
serial-text-cols <box>460 1310 760 1914</box>
serial-main <box>460 1161 760 2099</box>
ticket-field: 'Επίθετον <box>25 104 72 115</box>
serial-body: Ό Ρουλταμπίλ είχε γνωρίσει πολλάς περιπετείας εις την ζωήν του. Ούτε μία όμως δεν τον είχε συγκινήσει όπως αυτή. Πρέπει να βρη πάση θυσία τον ένοχον. Ό ηλίθιος υπάλληλος δεν ήξευρε τίποτε. <box>1110 1567 1335 1626</box>
announce-signature: Ό Δήμαρχος Μ. ΠΑΤΡΙΚΙΟΣ <box>78 1190 220 1201</box>
committee-block <box>14 1790 454 2180</box>
serial-body: Ό Στερεμπύ γύρισε εις το σπίτι του κουρασμένος. Εκεί τον περίμενε η σύζυγός του με ανησυχία. Έμενε πολύ ώρα σιωπηλός πριν αρχίση να διηγήται όσα συνέβησαν. <box>947 1483 1100 1554</box>
social-title: Εύτυχείς αρραβώνες <box>882 745 983 756</box>
serial-day: ΗΜΕΡΑ ΤΕΣΣΑΡΑΚΟΣΤΗ ΤΕΤΑΡΤΗ <box>1203 1234 1497 1252</box>
article-signature: ΛΟΚΕΡΚΙΝ <box>1033 437 1091 448</box>
right-body: Ένας Ελβετός εφευρέτης ανήγγειλε ότι κατεσκεύασε μίαν κλίνην που αποκοιμίζει τον άνθρωπον με την βοήθειαν της μουσικής. Όταν ο άνθρωπος ξαπλώση, μία συσκευή κάτω από το στρώμα αρχίζει να παίζη γλυκείας μελωδίας που τον νανουρίζουν. <box>650 241 870 312</box>
serial-body: Όθεν της είπε: — Ή κατάσταση μπορεί να μας φέρη εις δύσκολον θέσιν. Όμως πρέπει να εργασθούμεν με υπομονήν και θάρρος. Εν τέλει όλα θα τελειώσουν καλά. <box>777 1951 930 2022</box>
ticket-title: ΔΕΛΤΙΟΝ ΠΛΗΡΟΦΟΡΙΩΝ <box>29 82 211 97</box>
garden-sub: ΝΤΑΝΣΙΓΚ ΒΑΡΙΕΤΕ <box>53 980 187 993</box>
doctor-ad <box>650 950 870 1041</box>
divider <box>460 1150 1100 1153</box>
notice-signature: Ό Δήμαρχος Ξάνθης Μ. ΣΑΛΗΧ <box>60 382 220 393</box>
serial-body: Ή εβδόμη τόσο δυνατά και ούτε σταγών ουρανός και ούτε στην ψυχή του η πνοή... Άσφαλώς θα έχομεν ένα κακό πράγμα απόψε. Ό Ρουλταμπίλ εβύθισε το κεφάλι του μέσα στα χέρια του και έμεινε εις βαθείαν σκέψιν. <box>1110 1877 1335 1936</box>
day-body: Τό ζήτημα του μουστακιού, το οποίον φαίνεται τόσον ασήμαντον, απασχολεί σοβαρώς τους κουρείς της Ευρώπης. <box>460 1020 640 1067</box>
doctor-name: Π. ΧΡΥΣΑΝΘΟΥ <box>688 973 832 992</box>
article-body: Δεν μπορεί να μας κατηγορήση κανείς ότι δεν είμεθα φιλόξενοι και φιλόφρονες έναντι εκείνων που μας έρχονται να μας επισκεφθούν. Διότι είναι παροιμιώδης ή ελληνική φιλοξενία και δεν είμεθα ημείς οι τελευταίοι που θα την αρνηθώμεν. Ή Θεσσαλονίκη αυτή την ώραν έχει μουσαφίριο, και μάλιστα μουσαφίριο πολύ επίσημο, μουσαφίριο που πρέπει να του δείξωμεν όλην την καρδιά μας. <box>240 115 446 234</box>
letter-signature: ΓΕΩΡ. Β. ΒΑΣΙΛΕΙΟΥ <box>982 985 1091 996</box>
serial-body: Ό Στερεμπύ γύρισε εις το σπίτι του κουρασμένος. Εκεί τον περίμενε η σύζυγός του με ανησυχία. Έμενε πολύ ώρα σιωπηλός πριν αρχίση να διηγήται όσα συνέβησαν. <box>947 1877 1100 1948</box>
serial-layout <box>460 1161 1100 2099</box>
serial-body: Όθεν της είπε: — Ή κατάσταση μπορεί να μας φέρη εις δύσκολον θέσιν. Όμως πρέπει να εργασθούμεν με υπομονήν και θάρρος. Εν τέλει όλα θα τελειώσουν καλά. <box>777 1557 930 1628</box>
invite-body: Καλούνται τα μέλη του Οικοδομικού Συνεταιρισμού «Άστυ» εις τακτικήν γενικήν συνέλευσιν την προσεχή Κυριακήν και ώραν 10 π. μ. εν τη αιθούση των γραφείων του Συνεταιρισμού, οδός Άγιου Δημητρίου 192. <box>240 536 446 607</box>
divider <box>240 464 446 467</box>
divider <box>14 1891 454 1894</box>
serial-continued: (Ακολουθεί) <box>1509 1939 1571 1950</box>
serial-banner <box>1110 1120 1590 1217</box>
serial-author: Τού GASTON LE ROUX <box>1470 1197 1584 1208</box>
divider <box>240 629 446 632</box>
tak-header: ΤΑΚ ΚΑΙ ΜΑ <box>724 566 796 581</box>
provinces-columns <box>1110 180 1590 843</box>
loans-ad <box>240 758 446 862</box>
statement-body: Προκειμένου να γίνη αντιληπτόν ότι ουδεμίαν σχέσιν έχομεν μετά της φίρμας «Μπουτάρη και Σία», δηλούμεν ότι μόνος ιδιοκτήτης είναι ο οίκος ΙΩΑΝ. ΜΠΟΥΤΑΡΗ. <box>240 679 446 738</box>
humor-header: ΞΕΝΟ ΧΙΟΥΜΟΡ <box>714 486 805 501</box>
column-header: ΤΗΣ ΣΤΙΓΜΗΣ <box>902 77 1077 91</box>
left-header: ΑΠΟ ΤΟ ΣΟΥΦΛΙ <box>1110 184 1200 195</box>
world-header: Ο ΚΟΣΜΟΣ <box>717 648 803 666</box>
anecdote-body: Ό Άγγλος στρατηγός Ουέλιγκτων ερωτήθη κάποτε αν εγνώρισε ποτέ τον φόβον. «Ναι, απήντησε, αλλά ποτέ δεν τον άφησα να με κυβερνήση». <box>650 431 870 478</box>
tel-label: Τηλ. <box>250 831 273 842</box>
serial-title-box <box>460 1179 760 1279</box>
article-title: ΟΙ ΓΑΜΟΙ ΜΟΥ <box>929 97 1050 113</box>
right-title: ΟΙ ΠΡΟΣΦΥΓΕΣ ΥΠΕΡ ΤΟΥ ΕΛ. ΒΕΝΙΖΕΛΟΥ <box>1344 199 1554 231</box>
